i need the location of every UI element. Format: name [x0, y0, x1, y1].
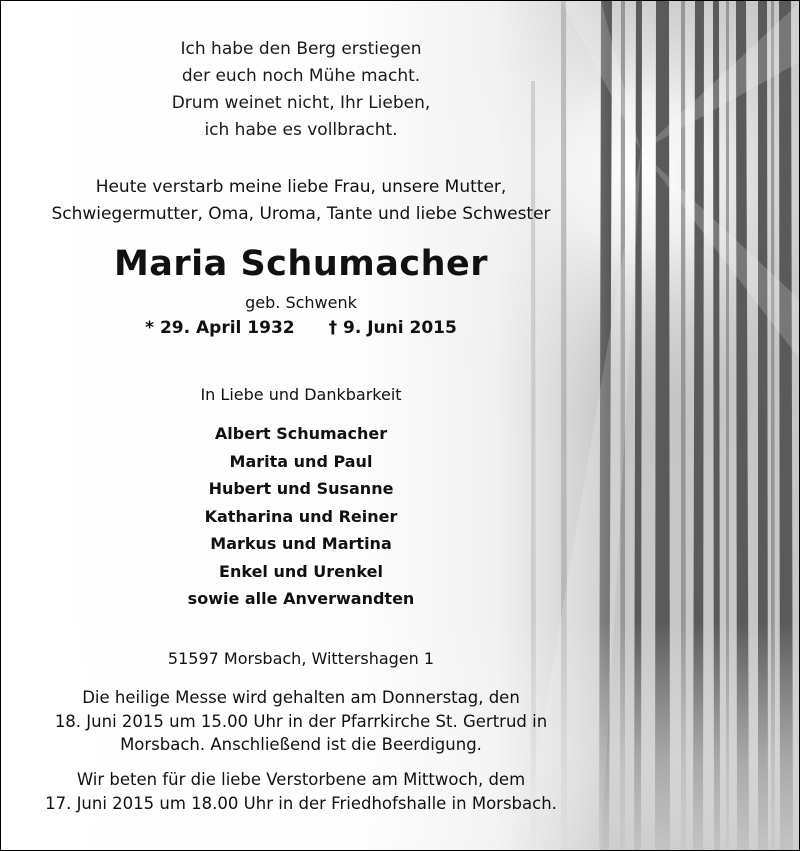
service-line: Morsbach. Anschließend ist die Beerdigung.	[120, 735, 482, 754]
life-dates	[1, 318, 601, 338]
service-line: Die heilige Messe wird gehalten am Donnerstag, den	[82, 688, 520, 707]
poem-line: der euch noch Mühe macht.	[181, 66, 421, 86]
intro-line: Heute verstarb meine liebe Frau, unsere Mutter,	[95, 177, 507, 197]
poem	[1, 36, 601, 144]
prayer-line: Wir beten für die liebe Verstorbene am Mittwoch, dem	[76, 770, 526, 789]
mourners-list	[1, 420, 601, 613]
service-line: 18. Juni 2015 um 15.00 Uhr in der Pfarrkirche St. Gertrud in	[54, 711, 548, 731]
deceased-name: Maria Schumacher	[113, 244, 489, 284]
maiden-name: geb. Schwenk	[245, 293, 357, 312]
intro-line: Schwiegermutter, Oma, Uroma, Tante und liebe Schwester	[51, 204, 551, 224]
funeral-service-info	[1, 686, 601, 757]
poem-line: Drum weinet nicht, Ihr Lieben,	[171, 93, 431, 113]
mourner-name: Katharina und Reiner	[204, 506, 398, 526]
mourner-name: Hubert und Susanne	[208, 479, 394, 498]
poem-line: ich habe es vollbracht.	[204, 120, 398, 140]
prayer-line: 17. Juni 2015 um 18.00 Uhr in der Friedhofshalle in Morsbach.	[45, 793, 557, 813]
mourner-name: sowie alle Anverwandten	[187, 589, 415, 608]
mourning-address: 51597 Morsbach, Wittershagen 1	[167, 649, 435, 668]
poem-line: Ich habe den Berg erstiegen	[180, 39, 422, 59]
death-date: † 9. Juni 2015	[328, 318, 457, 338]
announcement-intro	[1, 174, 601, 228]
mourner-name: Marita und Paul	[229, 451, 373, 471]
mourner-name: Enkel und Urenkel	[219, 561, 383, 581]
mourner-name: Albert Schumacher	[214, 424, 388, 443]
prayer-info	[1, 768, 601, 815]
birth-date: * 29. April 1932	[145, 318, 295, 338]
mourner-name: Markus und Martina	[210, 534, 392, 553]
thanks-line: In Liebe und Dankbarkeit	[200, 385, 402, 404]
